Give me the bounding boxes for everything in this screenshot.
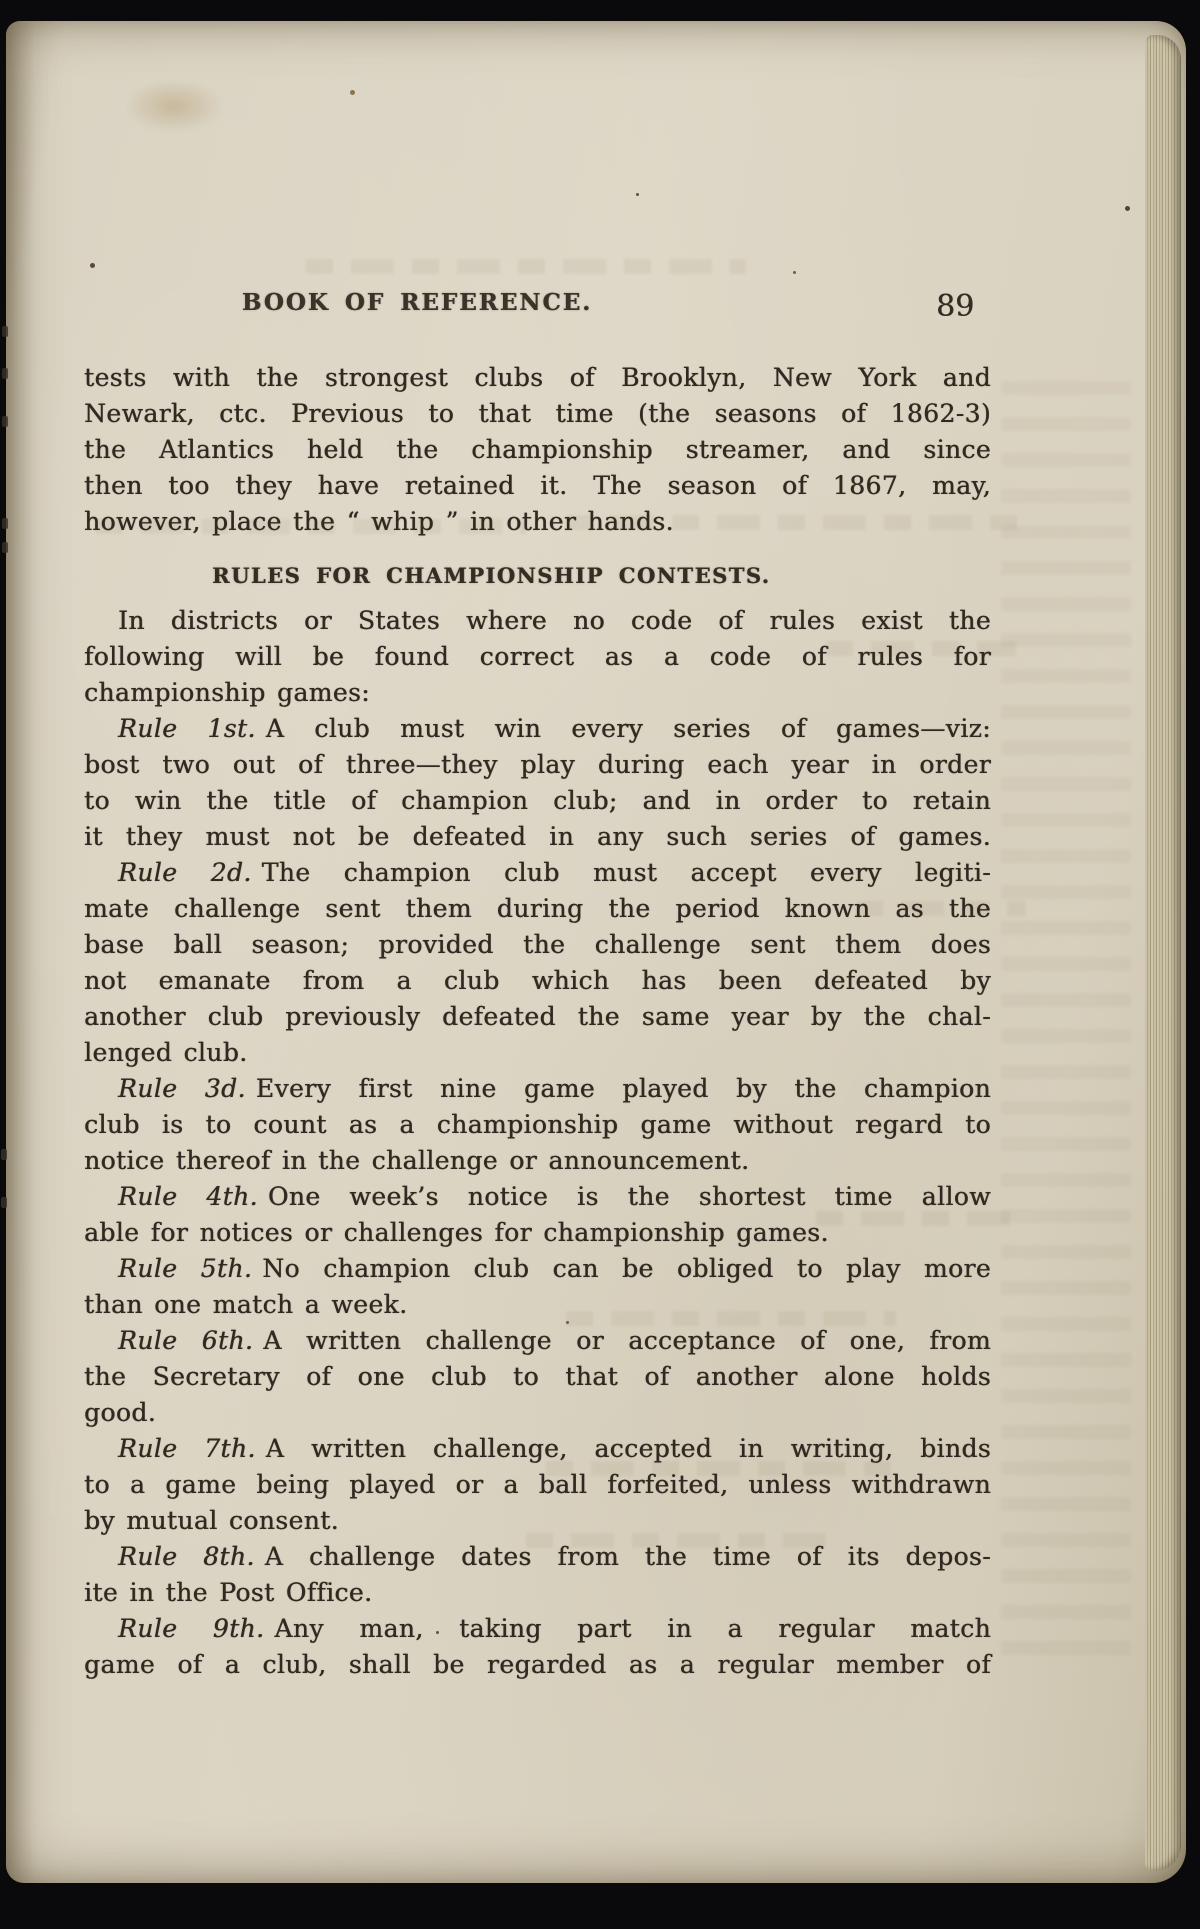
text-line: Rule 9th. Any man, taking part in a regular match bbox=[118, 1614, 991, 1643]
rule-label: Rule 6th. bbox=[118, 1326, 254, 1355]
book-page bbox=[6, 21, 1186, 1883]
page-number: 89 bbox=[936, 289, 975, 324]
text-line: Rule 7th. A written challenge, accepted in writing, binds bbox=[118, 1434, 992, 1463]
rule-label: Rule 2d. bbox=[118, 858, 252, 887]
text-line: Rule 5th. No champion club can be obliged to play more bbox=[118, 1254, 991, 1283]
text-line: Rule 8th. A challenge dates from the time of its depos- bbox=[118, 1542, 991, 1571]
text-line: Rule 3d. Every first nine game played by the champion bbox=[118, 1074, 991, 1103]
paragraph bbox=[84, 1251, 991, 1323]
margin-ink-mark bbox=[2, 326, 8, 337]
page-header-title: BOOK OF REFERENCE. bbox=[241, 289, 593, 316]
section-heading: RULES FOR CHAMPIONSHIP CONTESTS. bbox=[212, 563, 771, 588]
paragraph bbox=[84, 711, 991, 855]
text-line: following will be found correct as a code of rules for bbox=[84, 642, 991, 671]
paragraph bbox=[84, 1071, 991, 1179]
text-line: championship games: bbox=[84, 678, 371, 707]
rule-label: Rule 8th. bbox=[118, 1542, 255, 1571]
text-line: then too they have retained it. The season of 1867, may, bbox=[84, 471, 991, 500]
text-line: club is to count as a championship game without regard to bbox=[84, 1110, 991, 1139]
text-line: mate challenge sent them during the period known as the bbox=[84, 894, 991, 923]
text-line: Rule 4th. One week’s notice is the shortest time allow bbox=[118, 1182, 991, 1211]
text-line: by mutual consent. bbox=[84, 1506, 339, 1535]
rule-label: Rule 7th. bbox=[118, 1434, 256, 1463]
book-gutter-shadow bbox=[6, 21, 34, 1883]
paragraph bbox=[84, 603, 991, 711]
text-line: In districts or States where no code of rules exist the bbox=[118, 606, 991, 635]
text-line: tests with the strongest clubs of Brooklyn, New York and bbox=[84, 363, 991, 392]
text-line: bost two out of three—they play during each year in order bbox=[84, 750, 991, 779]
rule-label: Rule 4th. bbox=[118, 1182, 258, 1211]
paper-specks bbox=[6, 21, 9, 24]
text-line: however, place the “ whip ” in other hands. bbox=[84, 507, 674, 536]
text-line: to a game being played or a ball forfeited, unless withdrawn bbox=[84, 1470, 991, 1499]
paragraph bbox=[84, 1323, 991, 1431]
text-line: the Atlantics held the championship streamer, and since bbox=[84, 435, 991, 464]
text-line: Rule 6th. A written challenge or acceptance of one, from bbox=[118, 1326, 991, 1355]
paper-stain bbox=[124, 79, 224, 133]
text-line: ite in the Post Office. bbox=[84, 1578, 373, 1607]
margin-ink-mark bbox=[2, 416, 8, 427]
margin-ink-mark bbox=[1, 1149, 7, 1160]
margin-ink-mark bbox=[2, 368, 8, 379]
text-line: Rule 2d. The champion club must accept every legiti- bbox=[118, 858, 992, 887]
text-line: good. bbox=[84, 1398, 157, 1427]
rule-label: Rule 5th. bbox=[118, 1254, 253, 1283]
text-line: Newark, ctc. Previous to that time (the seasons of 1862-3) bbox=[84, 399, 991, 428]
bleed-through-column bbox=[1001, 381, 1131, 1671]
text-line: it they must not be defeated in any such series of games. bbox=[84, 822, 991, 851]
paragraph bbox=[84, 1539, 991, 1611]
paragraph bbox=[84, 360, 991, 540]
rule-label: Rule 9th. bbox=[118, 1614, 265, 1643]
bleed-through-smudge bbox=[306, 259, 746, 274]
margin-ink-mark bbox=[2, 518, 8, 529]
running-header bbox=[84, 287, 991, 329]
text-line: not emanate from a club which has been defeated by bbox=[84, 966, 991, 995]
page-text-block bbox=[84, 360, 991, 1683]
margin-ink-mark bbox=[1, 1197, 7, 1208]
text-line: lenged club. bbox=[84, 1038, 248, 1067]
text-line: able for notices or challenges for championship games. bbox=[84, 1218, 829, 1247]
text-line: notice thereof in the challenge or announcement. bbox=[84, 1146, 750, 1175]
text-line: Rule 1st. A club must win every series of games—viz: bbox=[118, 714, 991, 743]
text-line: base ball season; provided the challenge sent them does bbox=[84, 930, 991, 959]
rule-label: Rule 1st. bbox=[118, 714, 256, 743]
text-line: than one match a week. bbox=[84, 1290, 408, 1319]
paragraph bbox=[84, 1179, 991, 1251]
paragraph bbox=[84, 1611, 991, 1683]
text-line: the Secretary of one club to that of another alone holds bbox=[84, 1362, 991, 1391]
text-line: to win the title of champion club; and in order to retain bbox=[84, 786, 991, 815]
text-line: another club previously defeated the same year by the chal- bbox=[84, 1002, 991, 1031]
text-line: game of a club, shall be regarded as a regular member of bbox=[84, 1650, 991, 1679]
paragraph bbox=[84, 1431, 991, 1539]
rule-label: Rule 3d. bbox=[118, 1074, 246, 1103]
margin-ink-mark bbox=[2, 542, 8, 553]
paragraph bbox=[84, 855, 991, 1071]
book-fore-edge bbox=[1145, 35, 1181, 1871]
